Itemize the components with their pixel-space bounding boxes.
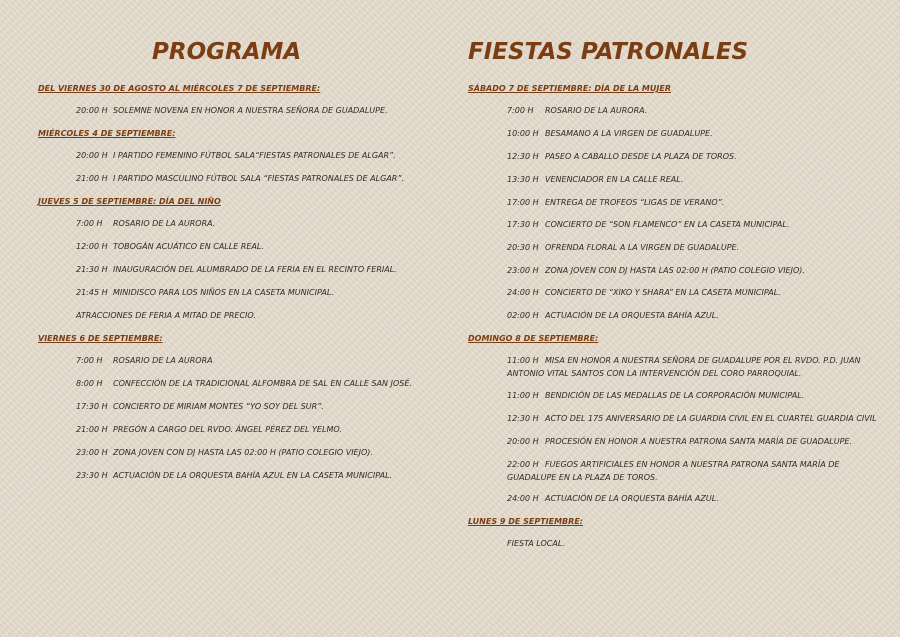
event-item [76,400,438,413]
day-heading-viernes-6: VIERNES 6 DE SEPTIEMBRE: [38,334,163,343]
event-text: MINIDISCO PARA LOS NIÑOS EN LA CASETA MUNICIPAL. [113,288,334,297]
event-item [76,286,438,299]
event-text: BENDICIÓN DE LAS MEDALLAS DE LA CORPORACIÓN MUNICIPAL. [545,391,805,400]
event-text: VENENCIADOR EN LA CALLE REAL. [545,175,684,184]
event-time: 17:30 H [76,402,108,411]
event-time: 23:00 H [76,448,108,457]
event-time: 8:00 H [76,379,103,388]
event-item [507,104,878,117]
event-item [76,149,438,162]
event-time: 20:00 H [507,437,539,446]
event-item [507,218,878,231]
event-item [507,389,878,402]
event-text: ROSARIO DE LA AURORA. [113,219,216,228]
day-heading-sabado-7: SÁBADO 7 DE SEPTIEMBRE: DÍA DE LA MUJER [468,84,671,93]
event-text: INAUGURACIÓN DEL ALUMBRADO DE LA FERIA EN EL RECINTO FERIAL. [113,265,397,274]
event-time: 12:30 H [507,152,539,161]
event-time: 23:00 H [507,266,539,275]
event-time: 12:00 H [76,242,108,251]
event-time: 20:30 H [507,243,539,252]
event-time: 7:00 H [507,106,534,115]
event-time: 24:00 H [507,288,539,297]
event-text: BESAMANO A LA VIRGEN DE GUADALUPE. [545,129,713,138]
event-item [507,173,878,186]
event-item [76,423,438,436]
event-time: 20:00 H [76,106,108,115]
event-text: PASEO A CABALLO DESDE LA PLAZA DE TOROS. [545,152,737,161]
event-item [76,377,438,390]
day-heading-jueves-5: JUEVES 5 DE SEPTIEMBRE: DÍA DEL NIÑO [38,197,221,206]
event-time: 21:30 H [76,265,108,274]
event-time: 13:30 H [507,175,539,184]
event-time: 02:00 H [507,311,539,320]
event-text: PREGÓN A CARGO DEL RVDO. ÁNGEL PÉREZ DEL YELMO. [113,425,342,434]
event-item [507,492,878,505]
event-time: 12:30 H [507,414,539,423]
event-time: 17:30 H [507,220,539,229]
event-time: 11:00 H [507,356,539,365]
event-text: ACTO DEL 175 ANIVERSARIO DE LA GUARDIA CIVIL EN EL CUARTEL GUARDIA CIVIL [545,414,877,423]
event-time: 7:00 H [76,219,103,228]
event-item [76,217,438,230]
event-item [507,354,878,380]
day-heading-lunes-9: LUNES 9 DE SEPTIEMBRE: [468,517,583,526]
event-item [76,240,438,253]
event-text: ZONA JOVEN CON DJ HASTA LAS 02:00 H (PATIO COLEGIO VIEJO). [545,266,805,275]
event-note: ATRACCIONES DE FERIA A MITAD DE PRECIO. [76,311,256,320]
event-text: PROCESIÓN EN HONOR A NUESTRA PATRONA SANTA MARÍA DE GUADALUPE. [545,437,853,446]
event-note: FIESTA LOCAL. [507,539,565,548]
event-item [76,104,438,117]
event-item [507,150,878,163]
event-time: 21:45 H [76,288,108,297]
event-text: I PARTIDO MASCULINO FÚTBOL SALA “FIESTAS PATRONALES DE ALGAR”. [113,174,405,183]
event-text: ENTREGA DE TROFEOS “LIGAS DE VERANO”. [545,198,725,207]
fiestas-title: FIESTAS PATRONALES [468,39,749,65]
event-time: 17:00 H [507,198,539,207]
event-item [76,263,438,276]
event-item [507,309,878,322]
event-text: MISA EN HONOR A NUESTRA SEÑORA DE GUADALUPE POR EL RVDO. P.D. JUAN ANTONIO VITAL SANTOS CON LA INTERVENCIÓN DEL CORO PARROQUIAL. [507,356,861,378]
day-heading-viernes-30: DEL VIERNES 30 DE AGOSTO AL MIÉRCOLES 7 DE SEPTIEMBRE: [38,84,321,93]
event-text: CONCIERTO DE “XIKO Y SHARA” EN LA CASETA MUNICIPAL. [545,288,781,297]
event-time: 10:00 H [507,129,539,138]
event-time: 22:00 H [507,460,539,469]
event-item [507,286,878,299]
event-text: ROSARIO DE LA AURORA. [545,106,648,115]
programa-title: PROGRAMA [152,39,302,65]
event-item [507,241,878,254]
event-item [76,469,438,482]
event-time: 7:00 H [76,356,103,365]
event-item [76,354,438,367]
day-heading-miercoles-4: MIÉRCOLES 4 DE SEPTIEMBRE: [38,129,176,138]
event-text: ACTUACIÓN DE LA ORQUESTA BAHÍA AZUL. [545,311,719,320]
event-text: ACTUACIÓN DE LA ORQUESTA BAHÍA AZUL. [545,494,719,503]
event-text: CONFECCIÓN DE LA TRADICIONAL ALFOMBRA DE SAL EN CALLE SAN JOSÉ. [113,379,412,388]
event-time: 24:00 H [507,494,539,503]
event-time: 11:00 H [507,391,539,400]
event-time: 21:00 H [76,425,108,434]
event-text: SOLEMNE NOVENA EN HONOR A NUESTRA SEÑORA DE GUADALUPE. [113,106,388,115]
event-item [76,446,438,459]
event-text: CONCIERTO DE “SON FLAMENCO” EN LA CASETA MUNICIPAL. [545,220,790,229]
event-text: ROSARIO DE LA AURORA [113,356,213,365]
event-text: FUEGOS ARTIFICIALES EN HONOR A NUESTRA PATRONA SANTA MARÍA DE GUADALUPE EN LA PLAZA DE TOROS. [507,460,840,482]
event-item [507,412,878,425]
event-text: CONCIERTO DE MIRIAM MONTES “YO SOY DEL SUR”. [113,402,324,411]
event-item [507,264,878,277]
day-heading-domingo-8: DOMINGO 8 DE SEPTIEMBRE: [468,334,599,343]
event-item [76,172,438,185]
event-time: 21:00 H [76,174,108,183]
event-text: TOBOGÁN ACUÁTICO EN CALLE REAL. [113,242,264,251]
event-time: 20:00 H [76,151,108,160]
event-item [507,196,878,209]
event-item [507,435,878,448]
event-text: ACTUACIÓN DE LA ORQUESTA BAHÍA AZUL EN LA CASETA MUNICIPAL. [113,471,393,480]
event-item [507,127,878,140]
event-text: ZONA JOVEN CON DJ HASTA LAS 02:00 H (PATIO COLEGIO VIEJO). [113,448,373,457]
event-text: OFRENDA FLORAL A LA VIRGEN DE GUADALUPE. [545,243,740,252]
event-time: 23:30 H [76,471,108,480]
event-item [507,458,878,484]
event-text: I PARTIDO FEMENINO FÚTBOL SALA“FIESTAS PATRONALES DE ALGAR”. [113,151,396,160]
